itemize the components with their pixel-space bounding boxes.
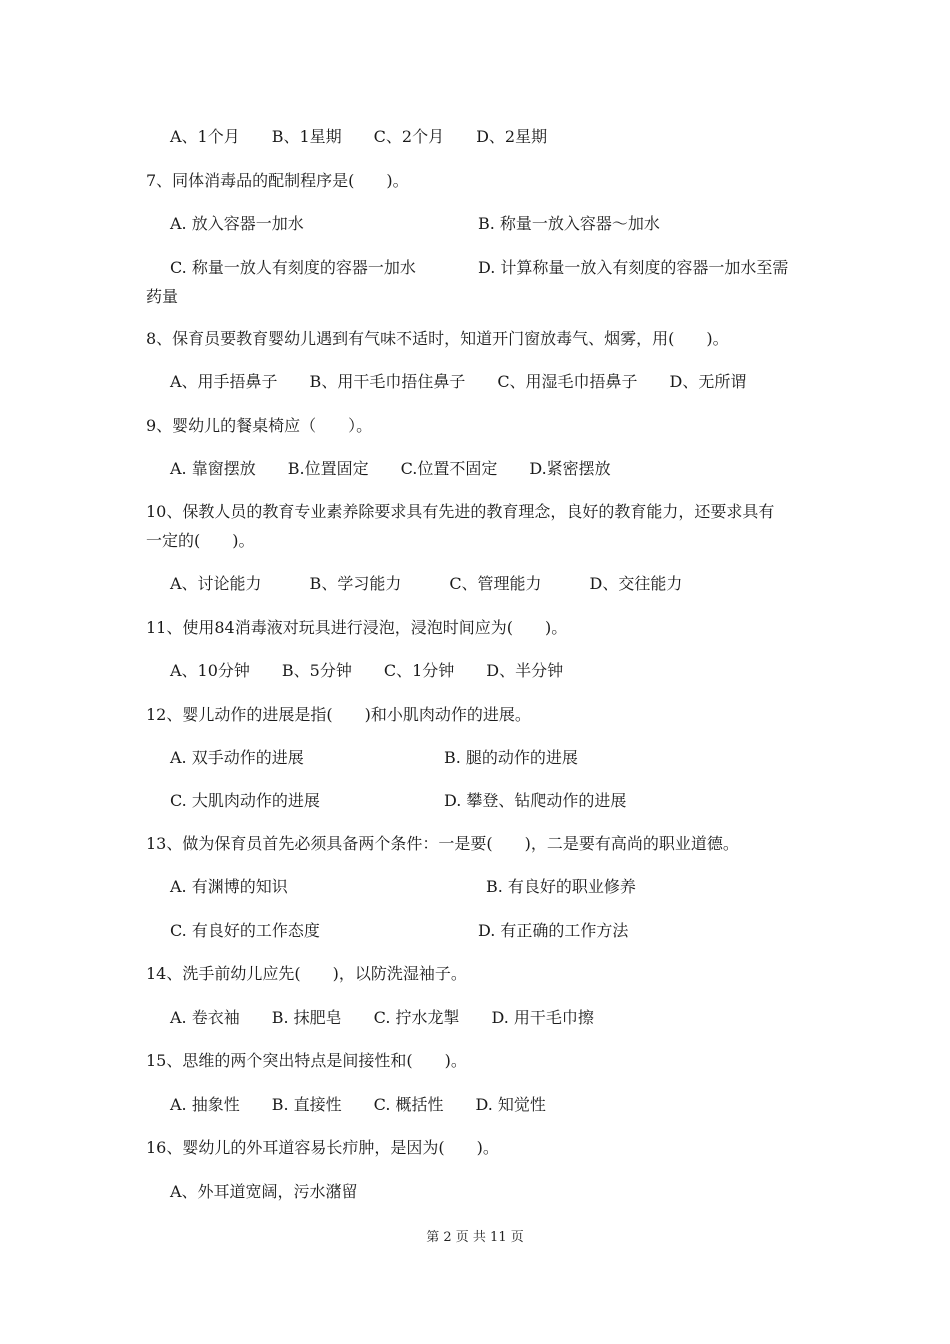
q10-stem-line2: 一定的( )。 — [146, 531, 255, 550]
q13-option-a: A. 有渊博的知识 — [170, 877, 288, 896]
q12-option-b: B. 腿的动作的进展 — [444, 748, 578, 767]
q15-options: A. 抽象性 B. 直接性 C. 概括性 D. 知觉性 — [170, 1095, 546, 1114]
q16-stem: 16、婴幼儿的外耳道容易长疖肿，是因为( )。 — [146, 1138, 499, 1157]
q13-option-b: B. 有良好的职业修养 — [486, 877, 636, 896]
q13-stem: 13、做为保育员首先必须具备两个条件：一是要( )，二是要有高尚的职业道德。 — [146, 834, 739, 853]
q14-options: A. 卷衣袖 B. 抹肥皂 C. 拧水龙掣 D. 用干毛巾擦 — [170, 1008, 594, 1027]
q9-stem: 9、婴幼儿的餐桌椅应（ ）。 — [146, 416, 373, 435]
q7-option-d: D. 计算称量一放入有刻度的容器一加水至需 — [478, 258, 789, 277]
q13-option-d: D. 有正确的工作方法 — [478, 921, 629, 940]
q7-option-c: C. 称量一放人有刻度的容器一加水 — [170, 258, 416, 277]
q6-options: A、1个月 B、1星期 C、2个月 D、2星期 — [170, 127, 548, 146]
q13-option-c: C. 有良好的工作态度 — [170, 921, 320, 940]
q12-stem: 12、婴儿动作的进展是指( )和小肌肉动作的进展。 — [146, 705, 531, 724]
q8-options: A、用手捂鼻子 B、用干毛巾捂住鼻子 C、用湿毛巾捂鼻子 D、无所谓 — [170, 372, 747, 391]
q12-option-d: D. 攀登、钻爬动作的进展 — [444, 791, 627, 810]
q11-stem: 11、使用84消毒液对玩具进行浸泡，浸泡时间应为( )。 — [146, 618, 568, 637]
q10-options: A、讨论能力 B、学习能力 C、管理能力 D、交往能力 — [170, 574, 683, 593]
q9-options: A. 靠窗摆放 B.位置固定 C.位置不固定 D.紧密摆放 — [170, 459, 611, 478]
q7-stem: 7、同体消毒品的配制程序是( )。 — [146, 171, 409, 190]
q14-stem: 14、洗手前幼儿应先( )，以防洗湿袖子。 — [146, 964, 467, 983]
page-number: 第 2 页 共 11 页 — [426, 1230, 524, 1245]
q7-option-d-continued: 药量 — [146, 287, 179, 306]
q11-options: A、10分钟 B、5分钟 C、1分钟 D、半分钟 — [170, 661, 564, 680]
q12-option-c: C. 大肌肉动作的进展 — [170, 791, 320, 810]
q7-option-a: A. 放入容器一加水 — [170, 214, 304, 233]
q10-stem-line1: 10、保教人员的教育专业素养除要求具有先进的教育理念，良好的教育能力，还要求具有 — [146, 502, 775, 521]
q8-stem: 8、保育员要教育婴幼儿遇到有气味不适时，知道开门窗放毒气、烟雾，用( )。 — [146, 329, 729, 348]
q16-option-a: A、外耳道宽阔，污水潴留 — [170, 1182, 358, 1201]
q12-option-a: A. 双手动作的进展 — [170, 748, 304, 767]
q7-option-b: B. 称量一放入容器～加水 — [478, 214, 660, 233]
q15-stem: 15、思维的两个突出特点是间接性和( )。 — [146, 1051, 467, 1070]
